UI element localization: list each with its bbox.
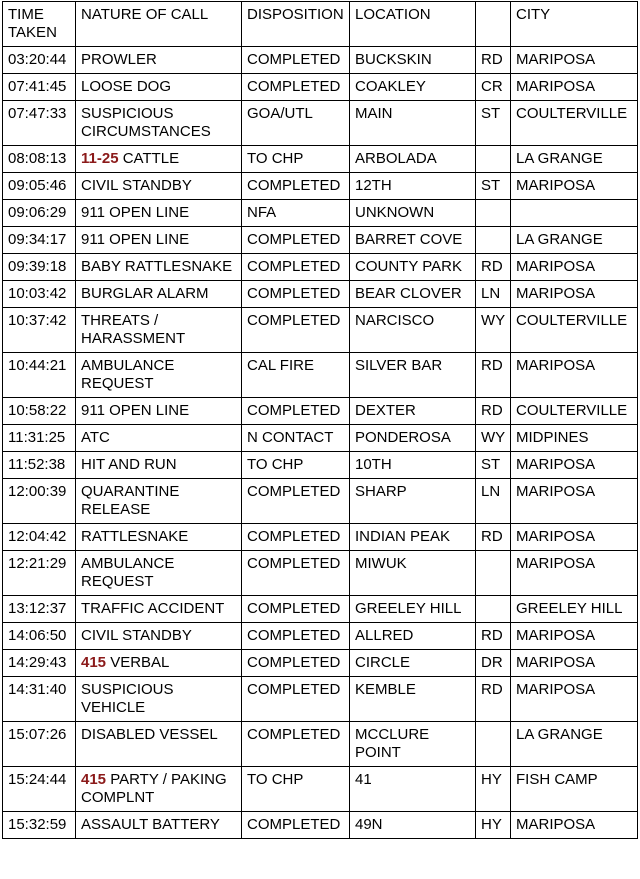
table-row [3, 677, 638, 722]
disposition-cell: COMPLETED [242, 227, 350, 254]
street-suffix-cell: RD [476, 398, 511, 425]
street-suffix-cell: CR [476, 74, 511, 101]
disposition-cell: N CONTACT [242, 425, 350, 452]
location-cell: BARRET COVE [350, 227, 476, 254]
city-cell: MARIPOSA [511, 173, 638, 200]
street-suffix-cell: RD [476, 353, 511, 398]
disposition-cell: GOA/UTL [242, 101, 350, 146]
time-taken-cell: 10:44:21 [3, 353, 76, 398]
disposition-cell: COMPLETED [242, 47, 350, 74]
location-cell: 10TH [350, 452, 476, 479]
disposition-cell: COMPLETED [242, 812, 350, 839]
city-cell: MARIPOSA [511, 650, 638, 677]
nature-text: QUARANTINE RELEASE [81, 483, 180, 518]
location-cell: 49N [350, 812, 476, 839]
nature-of-call-cell [76, 173, 242, 200]
location-cell: NARCISCO [350, 308, 476, 353]
table-row [3, 551, 638, 596]
disposition-cell: TO CHP [242, 452, 350, 479]
time-taken-cell: 03:20:44 [3, 47, 76, 74]
header-time-taken [3, 2, 76, 47]
location-cell: MIWUK [350, 551, 476, 596]
city-cell: MARIPOSA [511, 677, 638, 722]
call-code: 11-25 [81, 150, 119, 167]
time-taken-cell: 11:31:25 [3, 425, 76, 452]
nature-text: CIVIL STANDBY [81, 177, 192, 194]
time-taken-cell: 07:41:45 [3, 74, 76, 101]
disposition-cell: TO CHP [242, 146, 350, 173]
disposition-cell: COMPLETED [242, 74, 350, 101]
disposition-cell: COMPLETED [242, 722, 350, 767]
disposition-cell: COMPLETED [242, 479, 350, 524]
time-taken-cell: 15:32:59 [3, 812, 76, 839]
street-suffix-cell: RD [476, 254, 511, 281]
street-suffix-cell [476, 200, 511, 227]
nature-of-call-cell [76, 74, 242, 101]
header-location: LOCATION [350, 2, 476, 47]
table-row [3, 452, 638, 479]
time-taken-cell: 14:06:50 [3, 623, 76, 650]
header-time-line2: TAKEN [8, 24, 57, 41]
location-cell: MCCLURE POINT [350, 722, 476, 767]
street-suffix-cell: HY [476, 767, 511, 812]
nature-of-call-cell [76, 551, 242, 596]
nature-text: 911 OPEN LINE [81, 231, 190, 248]
table-row [3, 767, 638, 812]
time-taken-cell: 09:06:29 [3, 200, 76, 227]
disposition-cell: COMPLETED [242, 524, 350, 551]
nature-text: AMBULANCE REQUEST [81, 555, 175, 590]
disposition-cell: COMPLETED [242, 677, 350, 722]
location-cell: KEMBLE [350, 677, 476, 722]
location-cell: COUNTY PARK [350, 254, 476, 281]
city-cell: COULTERVILLE [511, 398, 638, 425]
header-city: CITY [511, 2, 638, 47]
city-cell: MARIPOSA [511, 623, 638, 650]
disposition-cell: COMPLETED [242, 281, 350, 308]
nature-of-call-cell [76, 479, 242, 524]
street-suffix-cell: WY [476, 308, 511, 353]
nature-of-call-cell [76, 812, 242, 839]
disposition-cell: COMPLETED [242, 551, 350, 596]
header-suffix [476, 2, 511, 47]
nature-text: CIVIL STANDBY [81, 627, 192, 644]
time-taken-cell: 09:39:18 [3, 254, 76, 281]
disposition-cell: COMPLETED [242, 596, 350, 623]
table-row [3, 353, 638, 398]
city-cell: MARIPOSA [511, 254, 638, 281]
table-row [3, 479, 638, 524]
nature-text: 911 OPEN LINE [81, 402, 190, 419]
call-log-body [3, 47, 638, 839]
nature-text: VERBAL [106, 654, 170, 671]
nature-text: RATTLESNAKE [81, 528, 189, 545]
header-time-line1: TIME [8, 6, 44, 23]
location-cell: UNKNOWN [350, 200, 476, 227]
location-cell: COAKLEY [350, 74, 476, 101]
location-cell: GREELEY HILL [350, 596, 476, 623]
nature-of-call-cell [76, 101, 242, 146]
city-cell [511, 200, 638, 227]
time-taken-cell: 09:34:17 [3, 227, 76, 254]
nature-of-call-cell [76, 623, 242, 650]
city-cell: MARIPOSA [511, 551, 638, 596]
time-taken-cell: 07:47:33 [3, 101, 76, 146]
nature-of-call-cell [76, 308, 242, 353]
city-cell: LA GRANGE [511, 722, 638, 767]
disposition-cell: TO CHP [242, 767, 350, 812]
disposition-cell: CAL FIRE [242, 353, 350, 398]
street-suffix-cell: ST [476, 452, 511, 479]
time-taken-cell: 10:58:22 [3, 398, 76, 425]
time-taken-cell: 15:07:26 [3, 722, 76, 767]
city-cell: MARIPOSA [511, 524, 638, 551]
street-suffix-cell: ST [476, 173, 511, 200]
table-row [3, 200, 638, 227]
nature-text: AMBULANCE REQUEST [81, 357, 175, 392]
nature-of-call-cell [76, 677, 242, 722]
city-cell: MARIPOSA [511, 812, 638, 839]
nature-text: SUSPICIOUS VEHICLE [81, 681, 174, 716]
street-suffix-cell: RD [476, 677, 511, 722]
location-cell: INDIAN PEAK [350, 524, 476, 551]
location-cell: ARBOLADA [350, 146, 476, 173]
disposition-cell: COMPLETED [242, 650, 350, 677]
nature-of-call-cell [76, 452, 242, 479]
city-cell: MARIPOSA [511, 47, 638, 74]
nature-of-call-cell [76, 200, 242, 227]
location-cell: 12TH [350, 173, 476, 200]
street-suffix-cell: RD [476, 47, 511, 74]
city-cell: GREELEY HILL [511, 596, 638, 623]
nature-of-call-cell [76, 650, 242, 677]
city-cell: COULTERVILLE [511, 308, 638, 353]
disposition-cell: COMPLETED [242, 308, 350, 353]
header-disposition: DISPOSITION [242, 2, 350, 47]
table-row [3, 812, 638, 839]
city-cell: FISH CAMP [511, 767, 638, 812]
disposition-cell: COMPLETED [242, 173, 350, 200]
nature-of-call-cell [76, 47, 242, 74]
location-cell: BEAR CLOVER [350, 281, 476, 308]
table-row [3, 650, 638, 677]
street-suffix-cell: DR [476, 650, 511, 677]
table-row [3, 398, 638, 425]
street-suffix-cell: RD [476, 524, 511, 551]
call-log [2, 1, 638, 839]
city-cell: MARIPOSA [511, 74, 638, 101]
nature-of-call-cell [76, 281, 242, 308]
location-cell: CIRCLE [350, 650, 476, 677]
location-cell: MAIN [350, 101, 476, 146]
location-cell: 41 [350, 767, 476, 812]
street-suffix-cell: RD [476, 623, 511, 650]
nature-of-call-cell [76, 767, 242, 812]
nature-of-call-cell [76, 425, 242, 452]
header-row [3, 2, 638, 47]
table-row [3, 623, 638, 650]
time-taken-cell: 09:05:46 [3, 173, 76, 200]
nature-text: BURGLAR ALARM [81, 285, 209, 302]
nature-of-call-cell [76, 353, 242, 398]
time-taken-cell: 11:52:38 [3, 452, 76, 479]
nature-text: TRAFFIC ACCIDENT [81, 600, 225, 617]
disposition-cell: COMPLETED [242, 398, 350, 425]
nature-text: ATC [81, 429, 110, 446]
street-suffix-cell: LN [476, 281, 511, 308]
location-cell: PONDEROSA [350, 425, 476, 452]
nature-of-call-cell [76, 254, 242, 281]
table-row [3, 254, 638, 281]
nature-text: PARTY / PAKING COMPLNT [81, 771, 227, 806]
street-suffix-cell: ST [476, 101, 511, 146]
table-row [3, 74, 638, 101]
city-cell: MARIPOSA [511, 281, 638, 308]
nature-text: ASSAULT BATTERY [81, 816, 220, 833]
call-code: 415 [81, 654, 107, 671]
time-taken-cell: 10:03:42 [3, 281, 76, 308]
city-cell: MARIPOSA [511, 479, 638, 524]
city-cell: MIDPINES [511, 425, 638, 452]
nature-text: DISABLED VESSEL [81, 726, 218, 743]
disposition-cell: COMPLETED [242, 254, 350, 281]
table-row [3, 524, 638, 551]
table-row [3, 425, 638, 452]
city-cell: MARIPOSA [511, 353, 638, 398]
time-taken-cell: 13:12:37 [3, 596, 76, 623]
location-cell: SHARP [350, 479, 476, 524]
time-taken-cell: 14:31:40 [3, 677, 76, 722]
nature-text: THREATS / HARASSMENT [81, 312, 186, 347]
call-log-table [2, 1, 638, 839]
nature-text: CATTLE [118, 150, 180, 167]
call-code: 415 [81, 771, 107, 788]
city-cell: LA GRANGE [511, 146, 638, 173]
street-suffix-cell [476, 722, 511, 767]
nature-text: HIT AND RUN [81, 456, 177, 473]
table-row [3, 281, 638, 308]
street-suffix-cell: HY [476, 812, 511, 839]
time-taken-cell: 12:04:42 [3, 524, 76, 551]
time-taken-cell: 12:00:39 [3, 479, 76, 524]
location-cell: DEXTER [350, 398, 476, 425]
table-row [3, 722, 638, 767]
table-row [3, 596, 638, 623]
nature-text: LOOSE DOG [81, 78, 172, 95]
street-suffix-cell [476, 596, 511, 623]
table-row [3, 146, 638, 173]
table-row [3, 101, 638, 146]
nature-of-call-cell [76, 227, 242, 254]
street-suffix-cell: LN [476, 479, 511, 524]
nature-of-call-cell [76, 398, 242, 425]
nature-text: PROWLER [81, 51, 157, 68]
time-taken-cell: 12:21:29 [3, 551, 76, 596]
header-nature-of-call: NATURE OF CALL [76, 2, 242, 47]
street-suffix-cell [476, 146, 511, 173]
city-cell: MARIPOSA [511, 452, 638, 479]
street-suffix-cell [476, 551, 511, 596]
disposition-cell: NFA [242, 200, 350, 227]
nature-text: 911 OPEN LINE [81, 204, 190, 221]
street-suffix-cell: WY [476, 425, 511, 452]
table-row [3, 308, 638, 353]
city-cell: COULTERVILLE [511, 101, 638, 146]
disposition-cell: COMPLETED [242, 623, 350, 650]
nature-of-call-cell [76, 596, 242, 623]
nature-of-call-cell [76, 722, 242, 767]
time-taken-cell: 10:37:42 [3, 308, 76, 353]
table-row [3, 173, 638, 200]
location-cell: BUCKSKIN [350, 47, 476, 74]
time-taken-cell: 14:29:43 [3, 650, 76, 677]
city-cell: LA GRANGE [511, 227, 638, 254]
street-suffix-cell [476, 227, 511, 254]
time-taken-cell: 08:08:13 [3, 146, 76, 173]
table-row [3, 227, 638, 254]
nature-text: SUSPICIOUS CIRCUMSTANCES [81, 105, 211, 140]
location-cell: SILVER BAR [350, 353, 476, 398]
table-row [3, 47, 638, 74]
nature-of-call-cell [76, 146, 242, 173]
nature-text: BABY RATTLESNAKE [81, 258, 233, 275]
time-taken-cell: 15:24:44 [3, 767, 76, 812]
location-cell: ALLRED [350, 623, 476, 650]
nature-of-call-cell [76, 524, 242, 551]
